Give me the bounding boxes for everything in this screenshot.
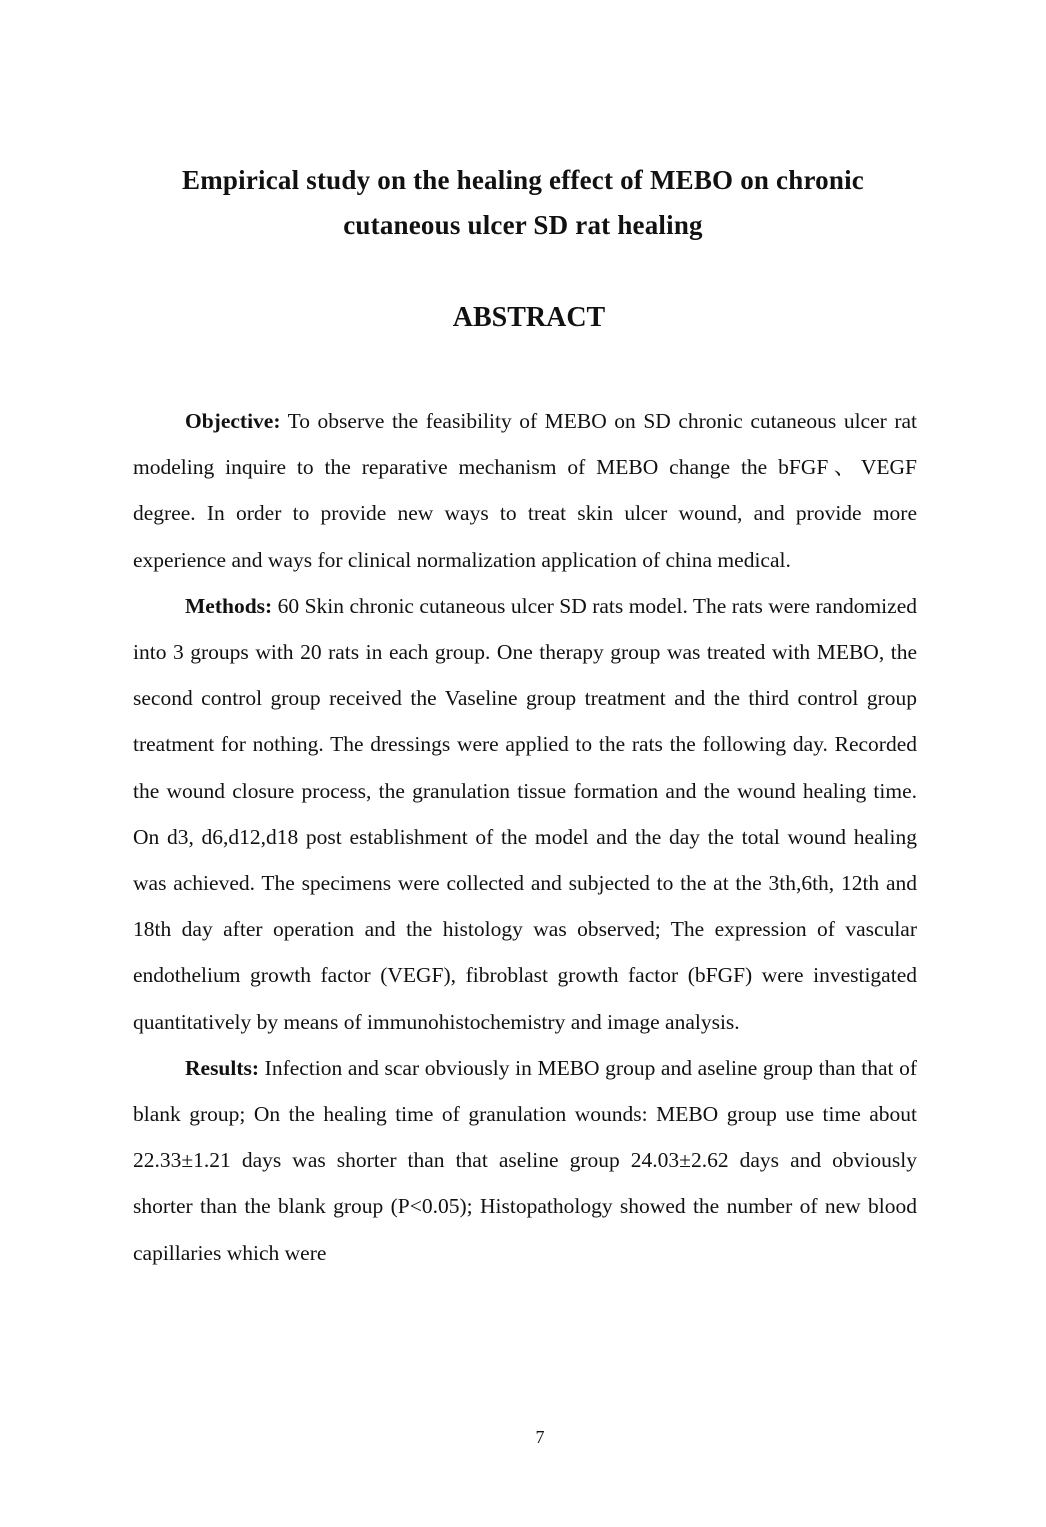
methods-text: 60 Skin chronic cutaneous ulcer SD rats model. The rats were randomized into 3 groups with 20 rats in each group. One therapy group was treated with MEBO, the second control group received the Vaseline group treatment and the third control group treatment for nothing. The dressings were applied to the rats the following day. Recorded the wound closure process, the granulation tissue formation and the wound healing time. On d3, d6,d12,d18 post establishment of the model and the day the total wound healing was achieved. The specimens were collected and subjected to the at the 3th,6th, 12th and 18th day after operation and the histology was observed; The expression of vascular endothelium growth factor (VEGF), fibroblast growth factor (bFGF) were investigated quantitatively by means of immunohistochemistry and image analysis. xyxy=(133,593,917,1034)
objective-text: To observe the feasibility of MEBO on SD chronic cutaneous ulcer rat modeling inquire to the reparative mechanism of MEBO change the bFGF、VEGF degree. In order to provide new ways to treat skin ulcer wound, and provide more experience and ways for clinical normalization application of china medical. xyxy=(133,409,917,572)
paper-title-line-1: Empirical study on the healing effect of MEBO on chronic xyxy=(182,165,864,195)
results-text: Infection and scar obviously in MEBO group and aseline group than that of blank group; On the healing time of granulation wounds: MEBO group use time about 22.33±1.21 days was shorter than that aseline group 24.03±2.62 days and obviously shorter than the blank group (P<0.05); Histopathology showed the number of new blood capillaries which were xyxy=(133,1055,917,1265)
paper-title-line-2: cutaneous ulcer SD rat healing xyxy=(343,210,703,240)
methods-paragraph xyxy=(133,583,917,1045)
results-label: Results: xyxy=(185,1055,260,1080)
methods-label: Methods: xyxy=(185,593,273,618)
page-number: 7 xyxy=(535,1427,545,1447)
abstract-body xyxy=(133,398,917,1276)
results-paragraph xyxy=(133,1045,917,1276)
objective-label: Objective: xyxy=(185,409,281,433)
objective-paragraph xyxy=(133,398,917,583)
paper-title xyxy=(0,158,1046,248)
abstract-heading: ABSTRACT xyxy=(452,302,606,333)
